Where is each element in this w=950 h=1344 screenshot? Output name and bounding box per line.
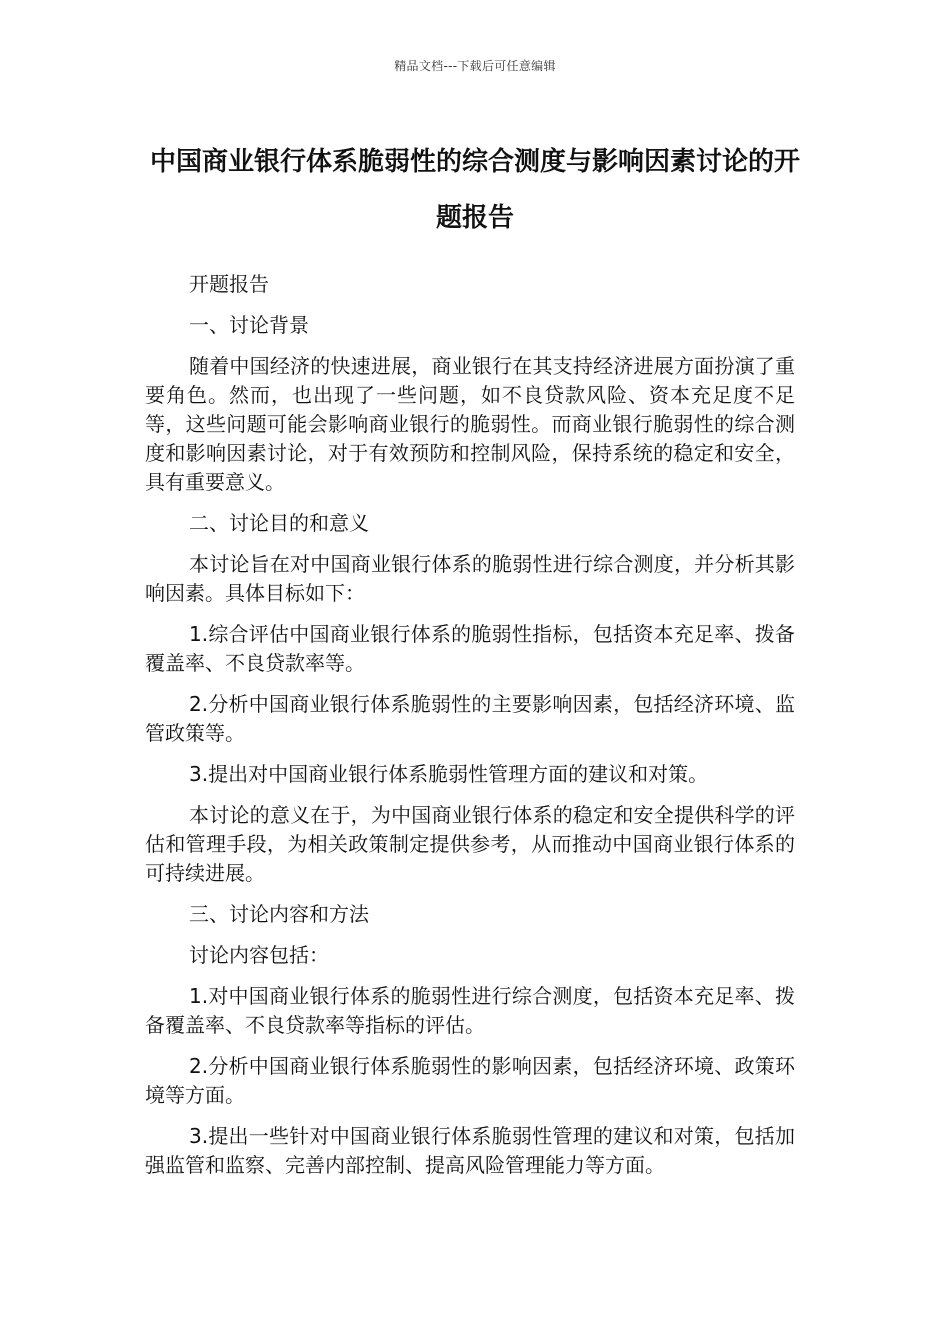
list-item-goal-2: 2.分析中国商业银行体系脆弱性的主要影响因素，包括经济环境、监管政策等。 — [145, 692, 795, 745]
document-title: 中国商业银行体系脆弱性的综合测度与影响因素讨论的开题报告 — [149, 147, 800, 233]
paragraph-background: 随着中国经济的快速进展，商业银行在其支持经济进展方面扮演了重要角色。然而，也出现了一些问题，如不良贷款风险、资本充足度不足等，这些问题可能会影响商业银行的脆弱性。而商业银行脆弱性的综合测度和影响因素讨论，对于有效预防和控制风险，保持系统的稳定和安全，具有重要意义。 — [145, 354, 795, 494]
paragraph-significance: 本讨论的意义在于，为中国商业银行体系的稳定和安全提供科学的评估和管理手段，为相关政策制定提供参考，从而推动中国商业银行体系的可持续进展。 — [145, 803, 795, 885]
list-item-goal-1: 1.综合评估中国商业银行体系的脆弱性指标，包括资本充足率、拨备覆盖率、不良贷款率等。 — [145, 622, 795, 675]
paragraph-content-intro: 讨论内容包括： — [189, 943, 329, 967]
list-item-content-2: 2.分析中国商业银行体系脆弱性的影响因素，包括经济环境、政策环境等方面。 — [145, 1054, 795, 1107]
list-item-content-1: 1.对中国商业银行体系的脆弱性进行综合测度，包括资本充足率、拨备覆盖率、不良贷款率等指标的评估。 — [145, 984, 795, 1037]
section-heading-purpose: 二、讨论目的和意义 — [189, 511, 369, 535]
section-heading-content-methods: 三、讨论内容和方法 — [189, 902, 369, 926]
paragraph-purpose-intro: 本讨论旨在对中国商业银行体系的脆弱性进行综合测度，并分析其影响因素。具体目标如下： — [145, 552, 795, 605]
section-heading-background: 一、讨论背景 — [189, 313, 309, 337]
header-note: 精品文档---下载后可任意编辑 — [394, 59, 556, 73]
document-body — [145, 270, 795, 1192]
list-item-content-3: 3.提出一些针对中国商业银行体系脆弱性管理的建议和对策，包括加强监管和监察、完善内部控制、提高风险管理能力等方面。 — [145, 1124, 795, 1177]
paragraph-report-label: 开题报告 — [189, 272, 269, 296]
list-item-goal-3: 3.提出对中国商业银行体系脆弱性管理方面的建议和对策。 — [189, 762, 709, 786]
